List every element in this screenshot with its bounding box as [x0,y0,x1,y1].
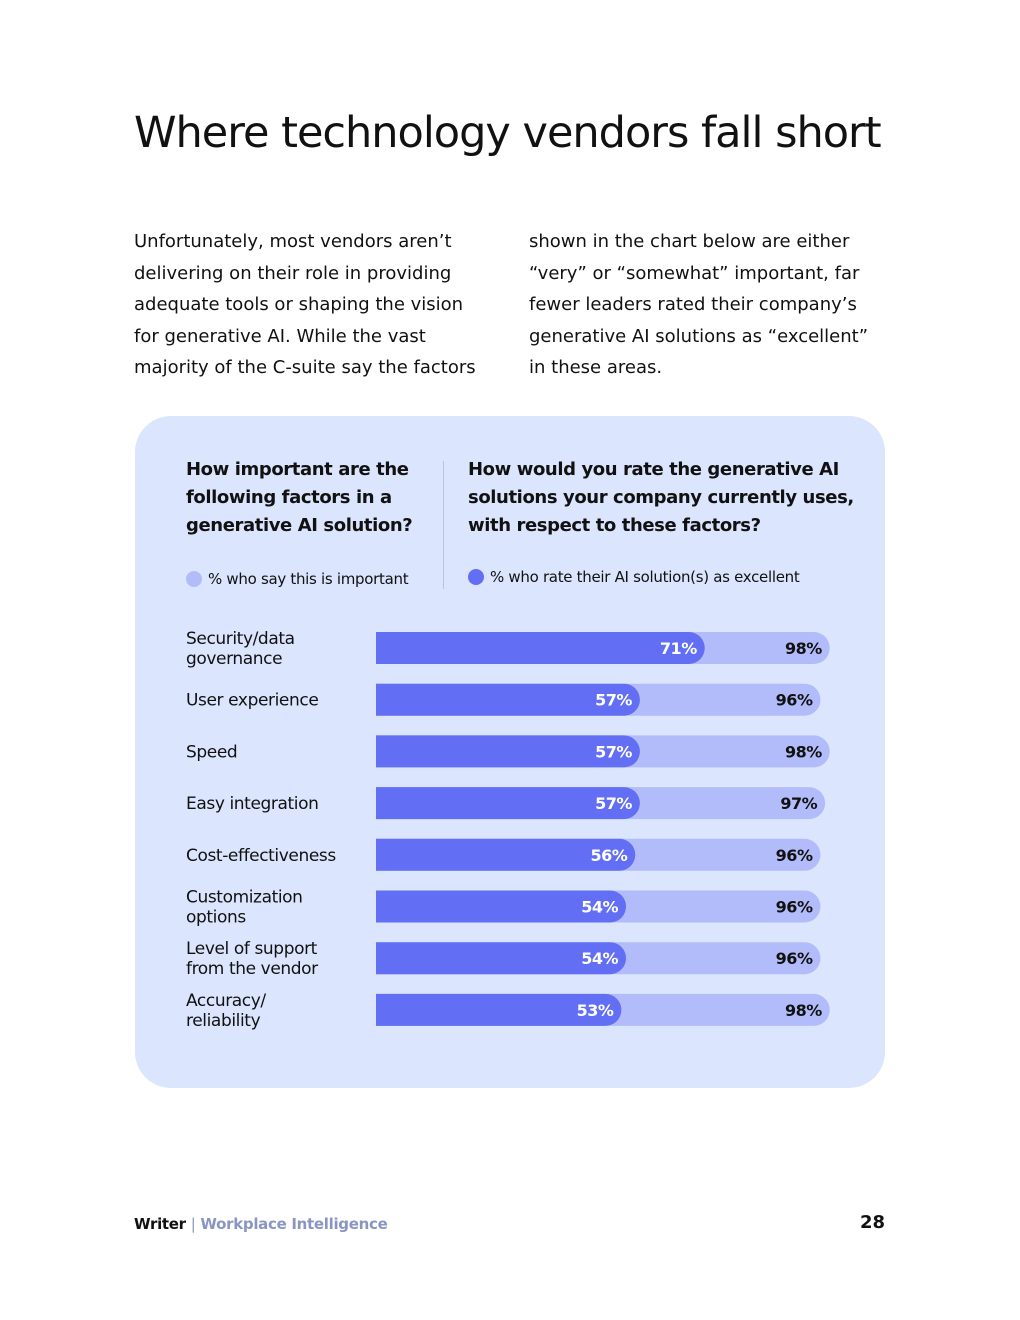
question-importance: How important are the following factors in a generative AI solution? [186,459,413,536]
category-label: Security/data governance [186,629,295,669]
chart-card [135,416,885,1088]
legend-excellent-label: % who rate their AI solution(s) as excellent [490,568,800,586]
data-label-important: 96% [775,690,813,710]
question-rating: How would you rate the generative AI solutions your company currently uses, with respect to these factors? [468,459,854,536]
footer-brand-name: Writer [134,1215,186,1233]
intro-text [134,226,886,384]
intro-right-column: shown in the chart below are either “very” or “somewhat” important, far fewer leaders rated their company’s generative AI solutions as “excellent” in these areas. [529,231,869,379]
data-label-excellent: 57% [595,690,632,710]
data-label-important: 98% [784,742,822,762]
category-label: Level of support from the vendor [186,939,318,980]
page-number: 28 [859,1212,885,1233]
footer-separator: | [190,1215,196,1233]
data-label-excellent: 54% [581,949,619,969]
data-label-important: 97% [780,794,818,814]
data-label-important: 98% [784,639,822,658]
legend-important-label: % who say this is important [208,570,409,588]
category-label: User experience [186,690,319,711]
data-label-important: 96% [775,845,813,865]
data-label-excellent: 71% [659,639,697,658]
page-title: Where technology vendors fall short [134,108,881,158]
bar-excellent [376,632,705,664]
category-label: Accuracy/ reliability [186,990,266,1031]
category-label: Customization options [186,887,303,928]
data-label-excellent: 57% [595,794,632,814]
category-label: Speed [186,742,238,763]
category-label: Cost-effectiveness [186,845,336,866]
data-label-excellent: 56% [590,845,628,865]
footer-partner-name: Workplace Intelligence [200,1215,388,1233]
data-label-excellent: 53% [576,1000,614,1020]
data-label-important: 98% [784,1000,822,1020]
data-label-important: 96% [775,949,813,969]
intro-left-column: Unfortunately, most vendors aren’t delivering on their role in providing adequate tools or shaping the vision for generative AI. While the vast majority of the C-suite say the factors [134,231,476,379]
data-label-important: 96% [775,897,813,917]
bar-chart [135,416,885,1088]
data-label-excellent: 54% [581,897,619,917]
category-label: Easy integration [186,794,319,815]
footer-brand [134,1215,387,1233]
data-label-excellent: 57% [595,742,632,762]
